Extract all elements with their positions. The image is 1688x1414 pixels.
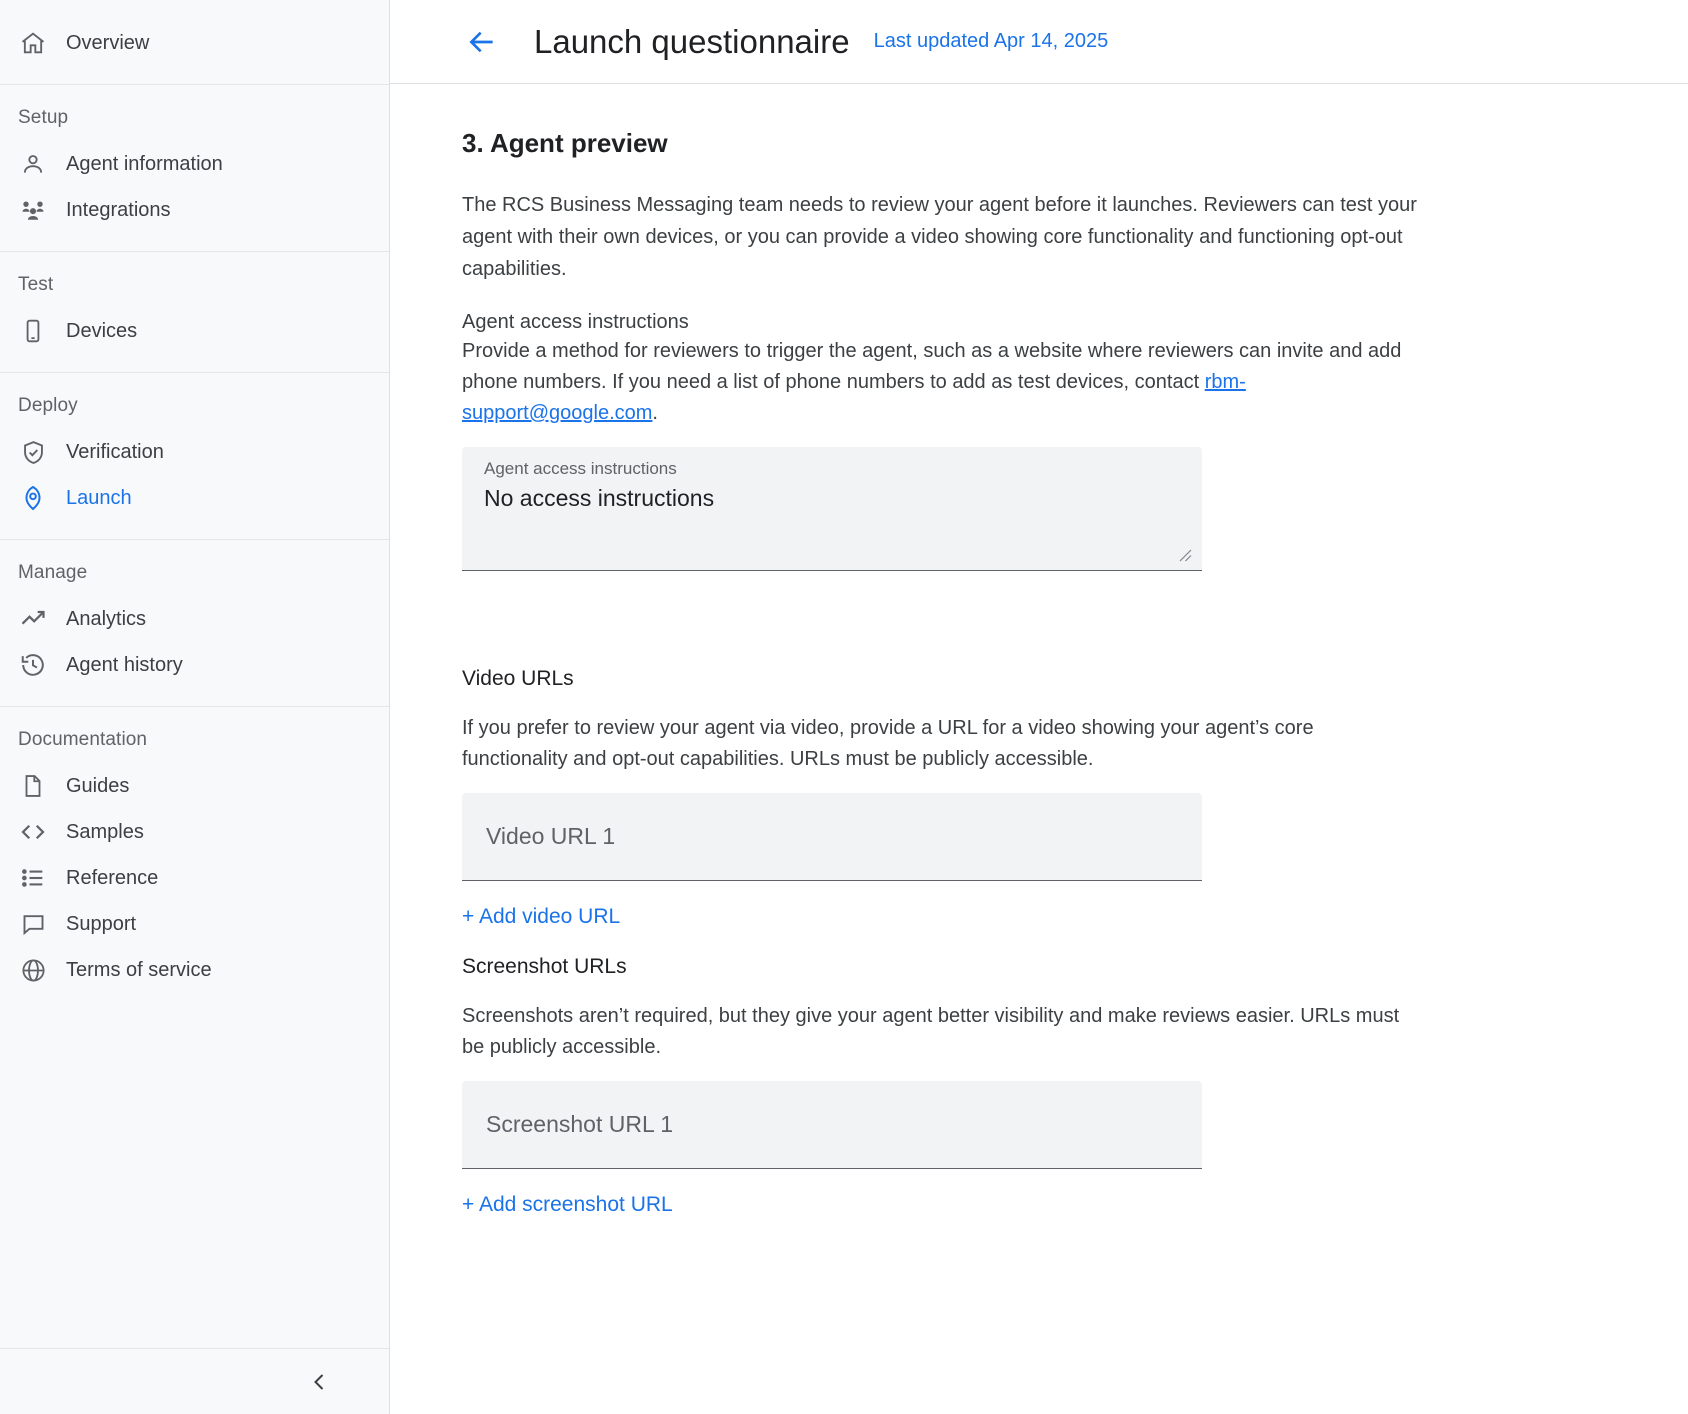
history-icon [18,650,48,680]
help-text-part2: . [652,402,658,424]
sidebar-item-reference[interactable] [0,855,389,901]
sidebar-group-manage [0,540,389,707]
video-urls-help: If you prefer to review your agent via video, provide a URL for a video showing your agent’s core functionality and opt-out capabilities. URLs must be publicly accessible. [462,717,1314,770]
agent-access-instructions-label: Agent access instructions [462,311,689,333]
sidebar-item-label: Launch [66,486,132,509]
sidebar-item-agent-history[interactable] [0,642,389,688]
agent-access-instructions-textarea[interactable] [462,447,1202,571]
phone-icon [18,316,48,346]
textarea-value: No access instructions [484,485,715,511]
sidebar-item-samples[interactable] [0,809,389,855]
person-icon [18,149,48,179]
video-url-1-input[interactable]: Video URL 1 [462,793,1202,881]
sidebar-item-guides[interactable] [0,763,389,809]
add-video-url-button[interactable]: + Add video URL [462,905,621,928]
sidebar-item-integrations[interactable] [0,187,389,233]
sidebar-group-documentation [0,707,389,1011]
sidebar [0,0,390,1414]
code-icon [18,817,48,847]
sidebar-section-top [0,0,389,85]
sidebar-item-label: Samples [66,820,144,843]
sidebar-item-label: Agent history [66,653,183,676]
rbm-support-email-link[interactable]: rbm-support@google.com [462,371,1246,424]
sidebar-item-support[interactable] [0,901,389,947]
globe-icon [18,955,48,985]
sidebar-item-overview[interactable] [0,20,389,66]
sidebar-group-label: Test [18,274,54,295]
sidebar-item-launch[interactable] [0,475,389,521]
agent-access-instructions-help [462,336,1417,429]
screenshot-urls-help: Screenshots aren’t required, but they give your agent better visibility and make reviews easier. URLs must be publicly accessible. [462,1005,1400,1058]
textarea-floating-label: Agent access instructions [484,459,677,478]
last-updated-label: Last updated Apr 14, 2025 [873,30,1109,52]
sidebar-item-label: Terms of service [66,958,212,981]
shield-check-icon [18,437,48,467]
screenshot-url-1-input[interactable]: Screenshot URL 1 [462,1081,1202,1169]
sidebar-item-label: Reference [66,866,159,889]
document-icon [18,771,48,801]
help-text-part1: Provide a method for reviewers to trigger the agent, such as a website where reviewers can invite and add phone numbers. If you need a list of phone numbers to add as test devices, contact [462,340,1402,393]
sidebar-item-analytics[interactable] [0,596,389,642]
home-icon [18,28,48,58]
sidebar-item-label: Overview [66,31,150,54]
resize-handle-icon[interactable] [1176,546,1194,564]
sidebar-group-label: Manage [18,562,88,583]
sidebar-group-setup [0,85,389,252]
trending-up-icon [18,604,48,634]
sidebar-group-label: Documentation [18,729,148,750]
sidebar-item-terms-of-service[interactable] [0,947,389,993]
arrow-left-icon[interactable] [462,22,502,62]
sidebar-item-devices[interactable] [0,308,389,354]
sidebar-item-label: Devices [66,319,138,342]
page-header [390,0,1688,84]
sidebar-item-label: Agent information [66,152,223,175]
sidebar-group-label: Deploy [18,395,78,416]
rocket-icon [18,483,48,513]
section-intro-text: The RCS Business Messaging team needs to review your agent before it launches. Reviewers can test your agent with their own devices, or you can provide a video showing core functionality and functioning opt-out capabilities. [462,194,1417,280]
chat-icon [18,909,48,939]
sidebar-group-test [0,252,389,373]
page-title: Launch questionnaire [534,22,850,60]
sidebar-group-label: Setup [18,107,69,128]
sidebar-item-label: Support [66,912,137,935]
sidebar-item-label: Verification [66,440,164,463]
sidebar-item-label: Integrations [66,198,171,221]
chevron-left-icon[interactable] [303,1365,337,1399]
main-content [390,0,1688,1414]
video-urls-label: Video URLs [462,667,574,690]
list-icon [18,863,48,893]
sidebar-item-label: Guides [66,774,130,797]
sidebar-group-deploy [0,373,389,540]
add-screenshot-url-button[interactable]: + Add screenshot URL [462,1193,673,1216]
sidebar-item-label: Analytics [66,607,147,630]
spacer [462,571,1616,667]
integrations-icon [18,195,48,225]
sidebar-collapse-bar [0,1348,389,1414]
sidebar-item-agent-information[interactable] [0,141,389,187]
section-title: 3. Agent preview [462,128,668,158]
screenshot-urls-label: Screenshot URLs [462,955,627,978]
questionnaire-body [390,84,1688,1243]
sidebar-item-verification[interactable] [0,429,389,475]
